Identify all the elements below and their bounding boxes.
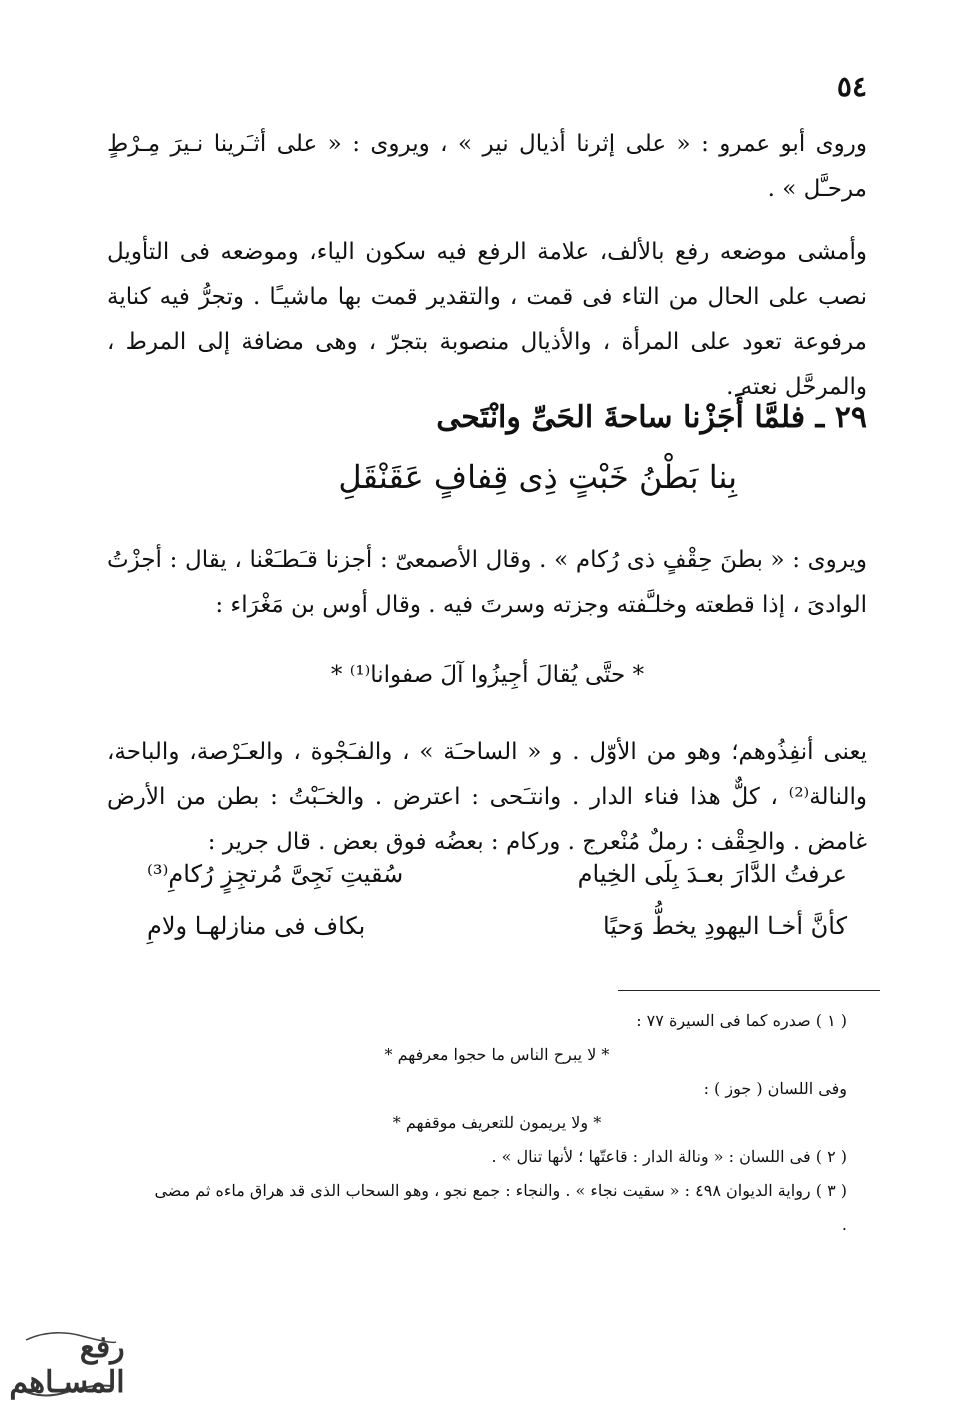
stamp-text: رفع المسـاهم: [9, 1330, 125, 1400]
paragraph-text: يعنى أنفِذُوهم؛ وهو من الأوّل . و « الساحـَة » ، والفـَجْوة ، والعـَرْصة، والباحة، والنالة⁽²⁾ ، كلٌّ هذا فناء الدار . وانتـَحى : اعترض . والخـَبْتُ : بطن من الأرض غامض . والحِقْف : رملٌ مُنْعرج . وركام : بعضُه فوق بعض . قال جرير :: [107, 739, 867, 855]
footnote-1: ( ١ ) صدره كما فى السيرة ٧٧ :: [636, 1011, 847, 1030]
paragraph-definitions: [107, 730, 867, 865]
hemistich-second: بكاف فى منازلهـا ولامِ: [147, 912, 366, 940]
paragraph-text: وروى أبو عمرو : « على إثرنا أذيال نير » ، ويروى : « على أثـَرينا نـيرَ مِـرْطٍ مرحـَّل » .: [107, 131, 867, 202]
footnote-3: ( ٣ ) رواية الديوان ٤٩٨ : « سقيت نجاء » . والنجاء : جمع نجو ، وهو السحاب الذى قد هراق ماءه ثم مضى .: [154, 1181, 847, 1234]
poem-line: [147, 860, 847, 912]
quoted-hemistich: * حتَّى يُقالَ أجِيزُوا آلَ صفوانا⁽¹⁾ *: [330, 662, 645, 688]
hemistich-second: سُقيتِ نَجِىَّ مُرتجِزٍ رُكامِ⁽³⁾: [147, 860, 404, 888]
footnote-2: ( ٢ ) فى اللسان : « ونالة الدار : قاعتّها ؛ لأنها تنال » .: [491, 1147, 847, 1166]
footnotes: [147, 1004, 847, 1242]
verse-line-second: بِنا بَطْنُ خَبْتٍ ذِى قِفافٍ عَقَنْقَلِ: [338, 458, 737, 496]
paragraph-grammar-commentary: [107, 230, 867, 410]
footnote-1-quote-alt: * ولا يريمون للتعريف موقفهم *: [392, 1113, 602, 1132]
paragraph-text: وأمشى موضعه رفع بالألف، علامة الرفع فيه سكون الياء، وموضعه فى التأويل نصب على الحال من التاء فى قمت ، والتقدير قمت بها ماشيـًا . وتجرُّ فيه كناية مرفوعة تعود على المرأة ، والأذيال منصوبة بتجرّ ، وهى مضافة إلى المرط ، والمرحَّل نعته .: [107, 239, 867, 400]
paragraph-verse-commentary: [107, 538, 867, 628]
footnote-divider: [618, 990, 880, 991]
footnote-1-quote: * لا يبرح الناس ما حجوا معرفهم *: [384, 1045, 610, 1064]
paragraph-variant-reading: [107, 122, 867, 212]
hemistich-first: عرفتُ الدَّارَ بعـدَ بِلَى الخِيام: [577, 860, 847, 888]
poem-line: [147, 912, 847, 964]
hemistich-first: كأنَّ أخـا اليهودِ يخطُّ وَحيًا: [602, 912, 847, 940]
jarir-poem: [147, 860, 847, 964]
footnote-1-source: وفى اللسان ( جوز ) :: [703, 1079, 847, 1098]
verse-line-first: ٢٩ ـ فلمَّا أَجَزْنا ساحةَ الحَىِّ وانْتَحى: [436, 400, 867, 435]
library-stamp-logo: [9, 1320, 125, 1410]
page-number: ٥٤: [836, 70, 867, 103]
paragraph-text: ويروى : « بطنَ حِقْفٍ ذى رُكام » . وقال الأصمعىّ : أجزنا قـَطـَعْنا ، يقال : أجزْتُ الوادىَ ، إذا قطعته وخلـَّفته وجزته وسرتَ فيه . وقال أوس بن مَغْرَاء :: [107, 547, 867, 618]
